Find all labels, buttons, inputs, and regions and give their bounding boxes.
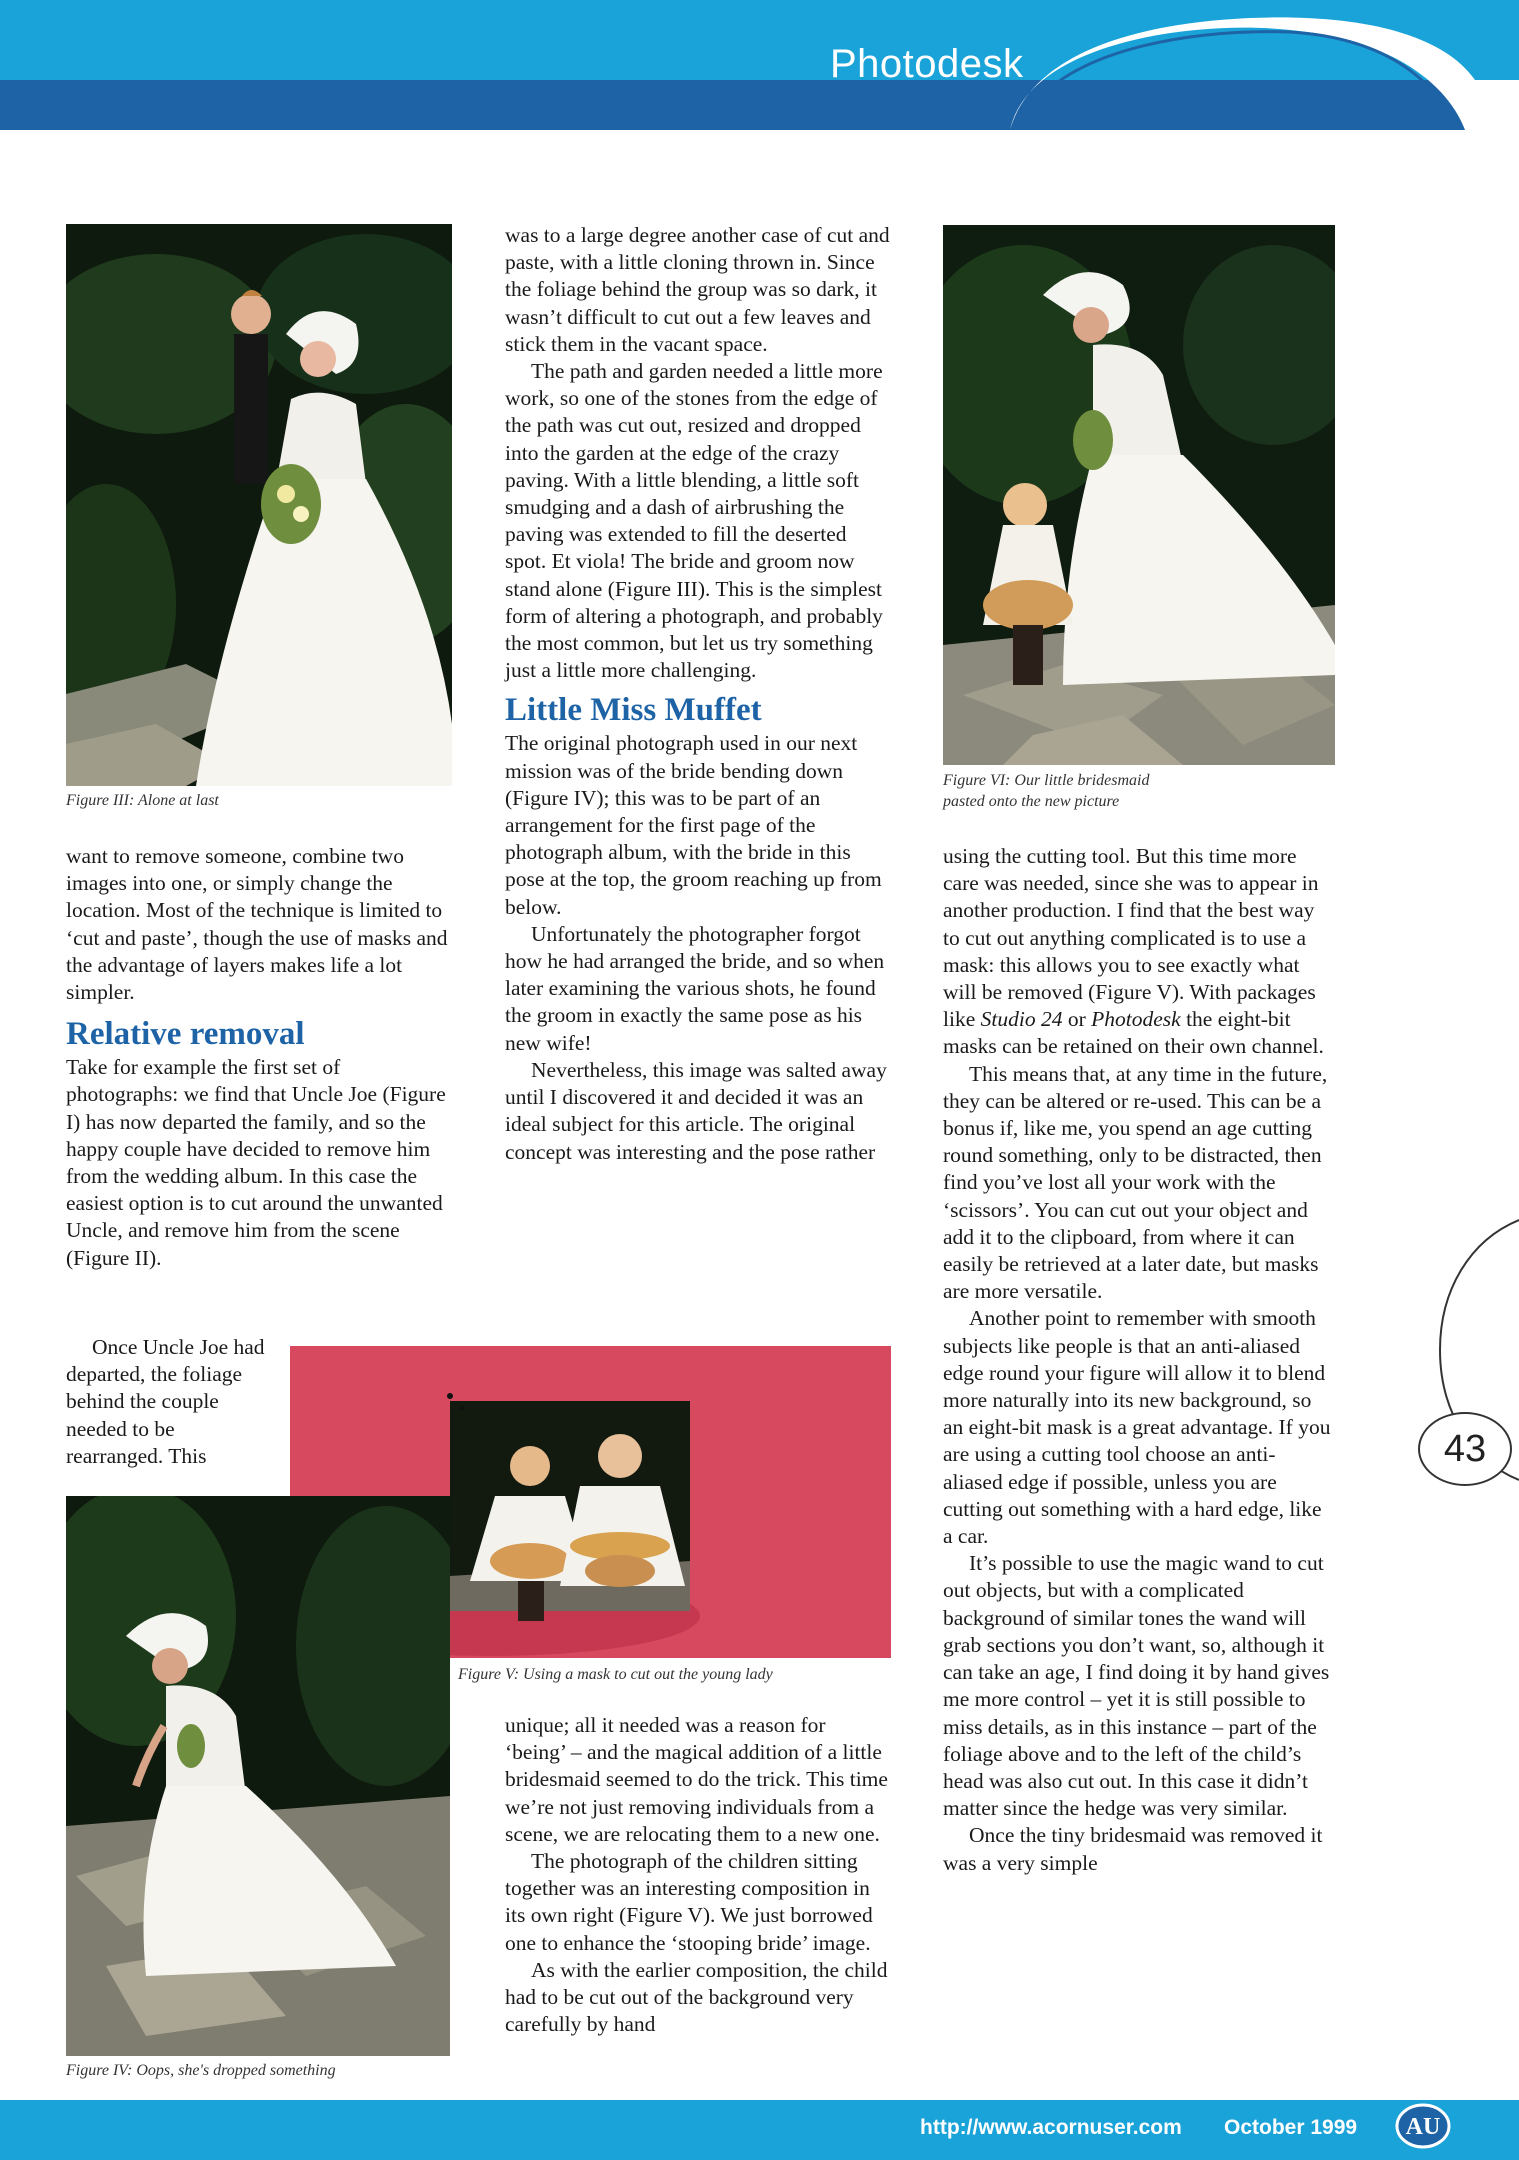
page-number: 43 xyxy=(1418,1412,1512,1486)
col3-p1-end: the eight-bit masks can be retained on their own channel. xyxy=(943,1007,1324,1059)
svg-text:AU: AU xyxy=(1405,2114,1441,2140)
col3-paragraph-1 xyxy=(943,843,1335,1061)
header-swoosh xyxy=(0,0,1519,130)
acorn-user-logo xyxy=(1394,2102,1452,2150)
col3-p1-photodesk: Photodesk xyxy=(1091,1007,1181,1032)
figure-6-photo xyxy=(943,225,1335,765)
section-title: Photodesk xyxy=(830,42,1024,86)
page-footer xyxy=(0,2100,1519,2160)
column-3 xyxy=(943,843,1335,1877)
figure-3-caption: Figure III: Alone at last xyxy=(66,792,219,809)
col3-p1-text: using the cutting tool. But this time more care was needed, since she was to appear in another production. I find that the best way to cut out anything complicated is to use a mask: this allows you to see exactly what will be removed (Figure V). With packages like xyxy=(943,844,1319,1032)
figure-6-caption-line-1: Figure VI: Our little bridesmaid xyxy=(943,772,1150,789)
col2-paragraph-8: As with the earlier composition, the child had to be cut out of the background very carefully by hand xyxy=(505,1957,888,2037)
col2-paragraph-7: The photograph of the children sitting together was an interesting composition in its own right (Figure V). We just borrowed one to enhance the ‘stooping bride’ image. xyxy=(505,1849,873,1955)
footer-url: http://www.acornuser.com xyxy=(920,2116,1182,2139)
page-header xyxy=(0,0,1519,130)
col2-paragraph-5: Nevertheless, this image was salted away until I discovered it and decided it was an ideal subject for this article. The original concept was interesting and the pose rather xyxy=(505,1057,887,1164)
figure-6-caption xyxy=(943,770,1150,812)
column-2-lower xyxy=(505,1712,890,2038)
figure-4-photo xyxy=(66,1496,450,2056)
col2-paragraph-3: The original photograph used in our next mission was of the bride bending down (Figure IV); this was to be part of an arrangement for the first page of the photograph album, with the bride in this pose at the top, the groom reaching up from below. xyxy=(505,731,882,919)
col3-paragraph-4: It’s possible to use the magic wand to cut out objects, but with a complicated background of similar tones the wand will grab sections you don’t want, so, although it can take an age, I find doing it by hand gives me more control – yet it is still possible to miss details, as in this instance – part of the foliage above and to the left of the child’s head was also cut out. In this case it didn’t matter since the hedge was very similar. xyxy=(943,1551,1330,1821)
figure-6-caption-line-2: pasted onto the new picture xyxy=(943,793,1120,810)
heading-little-miss-muffet: Little Miss Muffet xyxy=(505,692,762,729)
col3-paragraph-2: This means that, at any time in the future, they can be altered or re-used. This can be a bonus if, like me, you spend an age cutting round something, only to be distracted, then find you’ve lost all your work with the ‘scissors’. You can cut out your object and add it to the clipboard, from where it can easily be retrieved at a later date, but masks are more versatile. xyxy=(943,1061,1328,1304)
column-1-wrap xyxy=(66,1334,271,1470)
col1-paragraph-1: want to remove someone, combine two images into one, or simply change the location. Most of the technique is limited to ‘cut and paste’, though the use of masks and the advantage of layers makes life a lot simpler. xyxy=(66,844,448,1005)
col3-paragraph-3: Another point to remember with smooth subjects like people is that an anti-aliased edge round your figure will allow it to blend more naturally into its new background, so an eight-bit mask is a great advantage. If you are using a cutting tool choose an anti-aliased edge if possible, unless you are cutting out something with a hard edge, like a car. xyxy=(943,1306,1331,1549)
col1-paragraph-2: Take for example the first set of photographs: we find that Uncle Joe (Figure I) has now departed the family, and so the happy couple have decided to remove him from the wedding album. In this case the easiest option is to cut around the unwanted Uncle, and remove him from the scene (Figure II). xyxy=(66,1055,446,1270)
column-1 xyxy=(66,843,454,1272)
figure-3-photo xyxy=(66,224,452,786)
col2-paragraph-6: unique; all it needed was a reason for ‘being’ – and the magical addition of a little bridesmaid seemed to do the trick. This time we’re not just removing individuals from a scene, we are relocating them to a new one. xyxy=(505,1713,888,1846)
col2-paragraph-4: Unfortunately the photographer forgot how he had arranged the bride, and so when later examining the various shots, he found the groom in exactly the same pose as his new wife! xyxy=(505,921,885,1055)
col3-p1-studio24: Studio 24 xyxy=(980,1007,1063,1032)
col2-paragraph-2: The path and garden needed a little more work, so one of the stones from the edge of the path was cut out, resized and dropped into the garden at the edge of the crazy paving. With a little blending, a little soft smudging and a dash of airbrushing the paving was extended to fill the deserted spot. Et viola! The bride and groom now stand alone (Figure III). This is the simplest form of altering a photograph, and probably the most common, but let us try something just a little more challenging. xyxy=(505,359,883,683)
col3-p1-or: or xyxy=(1067,1007,1086,1032)
footer-date: October 1999 xyxy=(1224,2116,1358,2139)
figure-4-caption: Figure IV: Oops, she's dropped something xyxy=(66,2062,336,2079)
column-2 xyxy=(505,222,890,1166)
col2-paragraph-1: was to a large degree another case of cut and paste, with a little cloning thrown in. Since the foliage behind the group was so dark, it wasn’t difficult to cut out a few leaves and stick them in the vacant space. xyxy=(505,223,890,356)
col1-paragraph-3: Once Uncle Joe had departed, the foliage behind the couple needed to be rearranged. This xyxy=(66,1335,265,1468)
col3-paragraph-5: Once the tiny bridesmaid was removed it was a very simple xyxy=(943,1823,1323,1875)
figure-5-caption: Figure V: Using a mask to cut out the young lady xyxy=(458,1666,773,1683)
heading-relative-removal: Relative removal xyxy=(66,1016,305,1053)
